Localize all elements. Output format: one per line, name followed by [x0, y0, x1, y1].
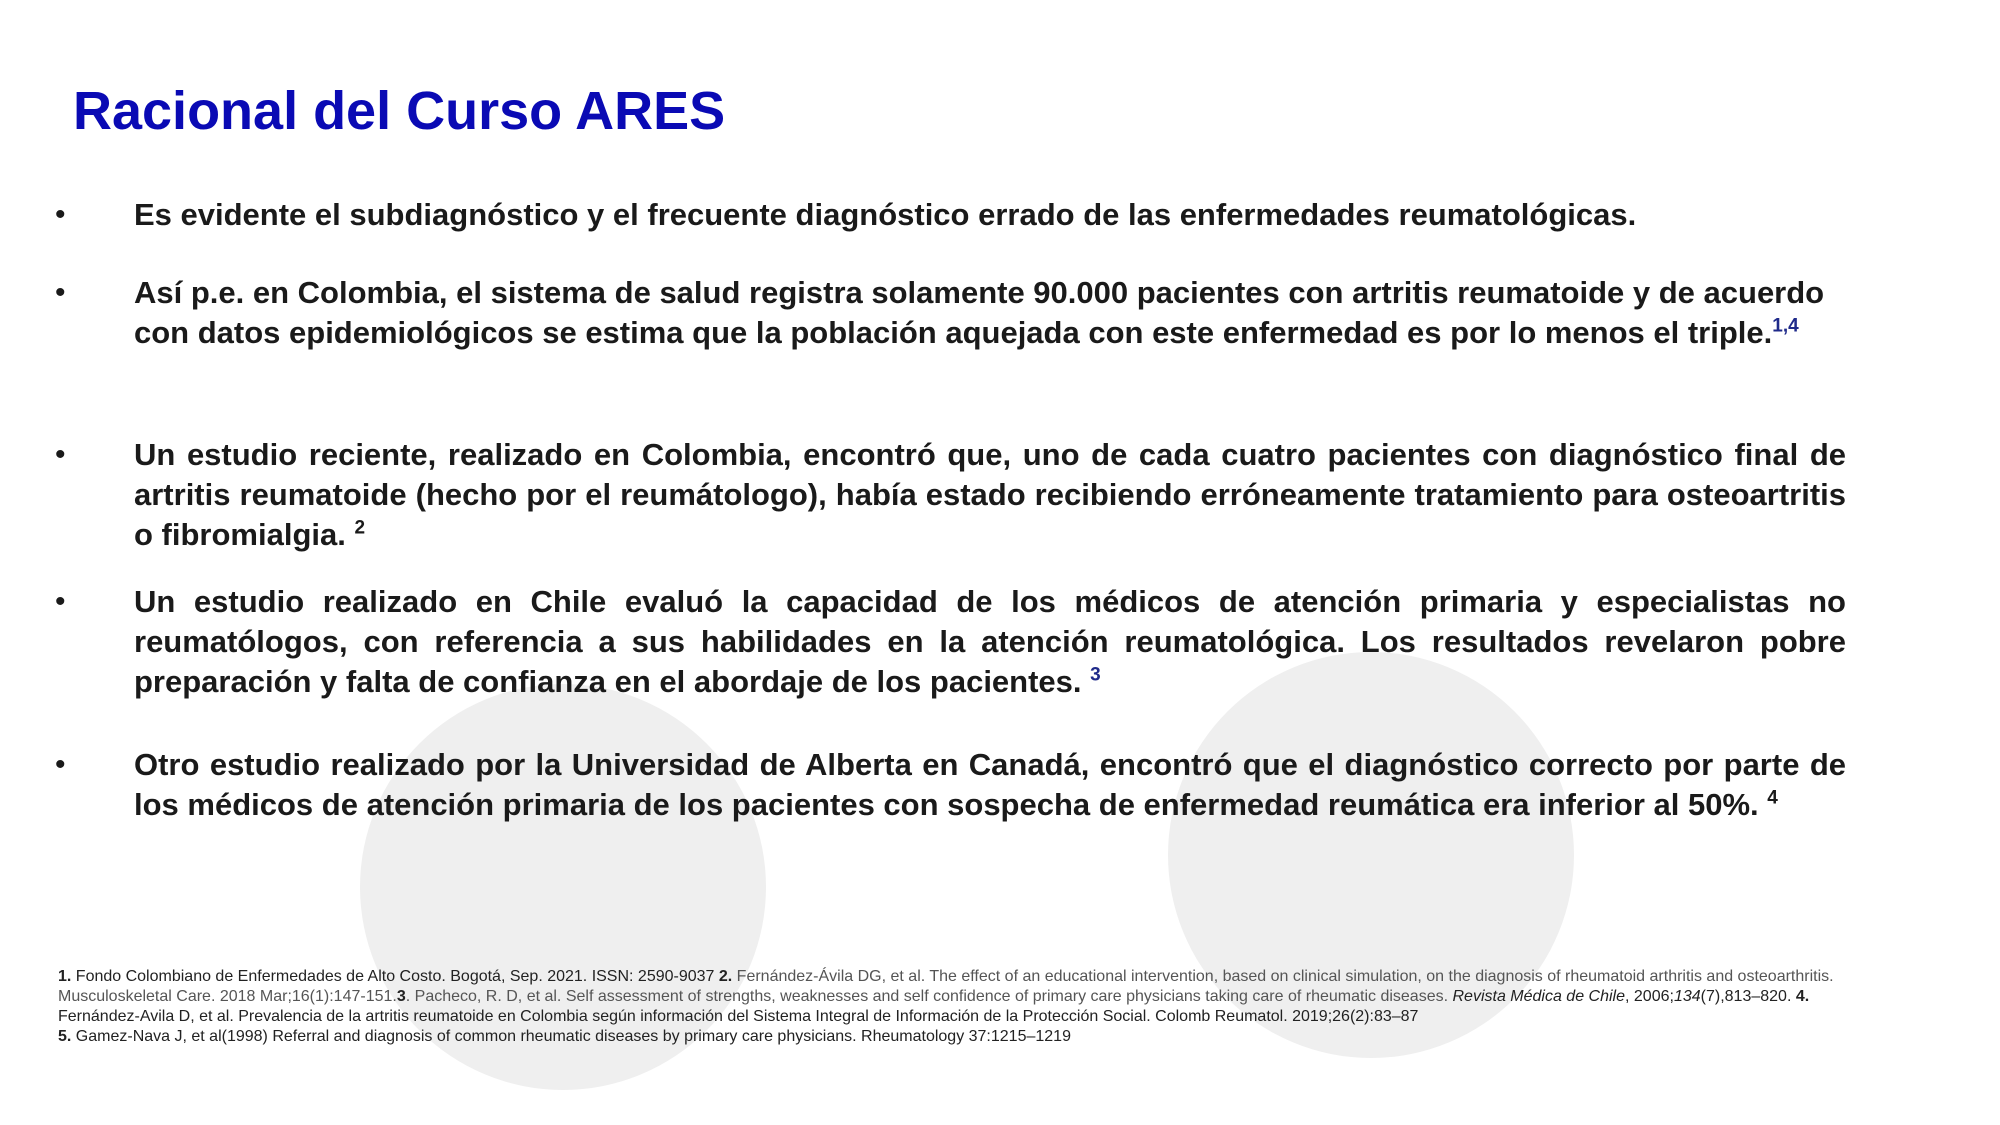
bullet-text-body: Así p.e. en Colombia, el sistema de salud registra solamente 90.000 pacientes con artritis reumatoide y de acuerdo con datos epidemiológicos se estima que la población aquejada con este enfermedad es por lo menos el triple.	[134, 275, 1825, 350]
reference-text: Fondo Colombiano de Enfermedades de Alto Costo. Bogotá, Sep. 2021. ISSN: 2590-9037	[71, 968, 719, 985]
bullet-dot: •	[55, 276, 66, 309]
reference-text: Fernández-Avila D, et al. Prevalencia de la artritis reumatoide en Colombia según información del Sistema Integral de Información de la Protección Social. Colomb Reumatol. 2019;26(2):83–87	[58, 1008, 1419, 1025]
bullet-dot: •	[55, 585, 66, 618]
reference-text: , 2006;	[1625, 988, 1674, 1005]
reference-text: (7),813–820.	[1700, 988, 1796, 1005]
reference-number: 4.	[1795, 988, 1810, 1005]
bullet-text	[134, 195, 1846, 235]
citation-superscript: 4	[1767, 787, 1778, 809]
reference-number: 5.	[58, 1028, 72, 1045]
bullet-text	[134, 582, 1846, 702]
reference-text: Gamez-Nava J, et al(1998) Referral and diagnosis of common rheumatic diseases by primary care physicians. Rheumatology 37:1215–1219	[71, 1028, 1071, 1045]
references-footnote	[58, 967, 1848, 1047]
bullet-text-body: Es evidente el subdiagnóstico y el frecuente diagnóstico errado de las enfermedades reumatológicas.	[134, 197, 1637, 232]
reference-number: 3	[396, 988, 406, 1005]
bullet-text	[134, 745, 1846, 825]
slide-title: Racional del Curso ARES	[73, 81, 726, 141]
reference-text: Fernández-Ávila DG, et al. The effect of an educational intervention, based on clinical simulation, on the diagnosis of rheumatoid arthritis and osteoarthritis. Musculoskeletal Care. 2018 Mar;16(1):147-151.	[58, 968, 1834, 1005]
bullet-text-body: Un estudio realizado en Chile evaluó la capacidad de los médicos de atención primaria y especialistas no reumatólogos, con referencia a sus habilidades en la atención reumatológica. Los resultados revelaron pobre preparación y falta de confianza en el abordaje de los pacientes.	[134, 584, 1846, 699]
bullet-text-body: Un estudio reciente, realizado en Colombia, encontró que, uno de cada cuatro pacientes con diagnóstico final de artritis reumatoide (hecho por el reumátologo), había estado recibiendo erróneamente tratamiento para osteoartritis o fibromialgia.	[134, 437, 1846, 552]
bullet-text	[134, 273, 1846, 353]
citation-superscript: 3	[1090, 664, 1101, 686]
bullet-dot: •	[55, 198, 66, 231]
bullet-text-body: Otro estudio realizado por la Universidad de Alberta en Canadá, encontró que el diagnóstico correcto por parte de los médicos de atención primaria de los pacientes con sospecha de enfermedad reumática era inferior al 50%.	[134, 747, 1846, 822]
reference-number: 2.	[718, 968, 733, 985]
citation-superscript: 1,4	[1772, 315, 1799, 337]
reference-journal: Revista Médica de Chile	[1452, 988, 1626, 1005]
reference-volume: 134	[1673, 988, 1701, 1005]
reference-number: 1.	[58, 968, 72, 985]
bullet-dot: •	[55, 748, 66, 781]
reference-text: . Pacheco, R. D, et al. Self assessment of strengths, weaknesses and self confidence of primary care physicians taking care of rheumatic diseases.	[405, 988, 1453, 1005]
bullet-dot: •	[55, 438, 66, 471]
bullet-text	[134, 435, 1846, 555]
citation-superscript: 2	[354, 517, 366, 539]
